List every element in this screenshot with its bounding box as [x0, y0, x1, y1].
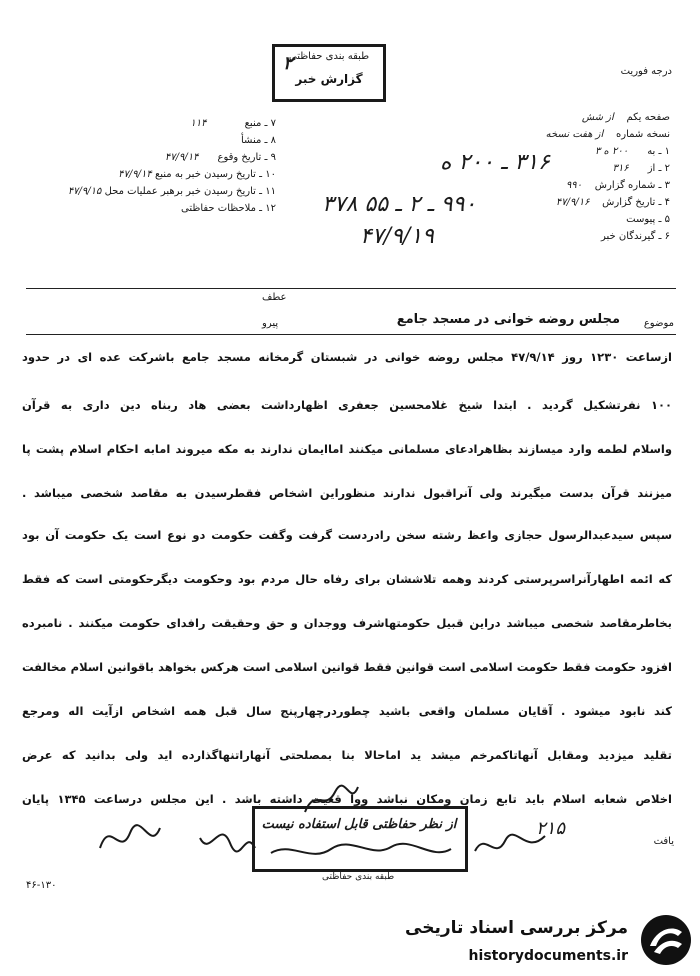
field-value: ۹۹۰ [565, 180, 583, 191]
field-label: صفحه یکم [626, 112, 670, 123]
right-fields [400, 112, 670, 248]
field-label: ۵ ـ پیوست [626, 214, 670, 225]
field-label: ۱ ـ به [647, 146, 670, 157]
field-row [26, 135, 276, 152]
field-value: ۴۷/۹/۱۴ [164, 152, 199, 163]
archive-logo [398, 908, 698, 974]
divider [26, 288, 676, 289]
body-line: سپس سیدعبدالرسول حجازی واعظ رشته سخن رادردست گرفت وگفت حکومت دو نوع است یک حکومت آن بود [22, 528, 672, 542]
field-label: ۸ ـ منشأ [240, 135, 276, 146]
body-line: بخاطرمقاصد شخصی میباشد دراین قبیل حکومتهاشرف ووجدان و حق وحقیقت رافدای حکومت میکنند . نامبرده [22, 616, 672, 630]
field-row [26, 203, 276, 220]
body-line: تقلید میزدید ومقابل آنهاتاکمرخم میشد ید اماحالا بنا بمصلحتی آنهاراتنهاگذارده اید ولی بدانید که عرض [22, 748, 672, 762]
field-row [26, 152, 276, 169]
field-label: نسخه شماره [616, 129, 670, 140]
handwritten-ref-1: ۳۱۶ ـ ۲۰۰ ه [440, 150, 550, 175]
peyro-label: پیرو [262, 318, 279, 329]
bottom-classification-stamp [252, 806, 468, 872]
body-line: میزنند قرآن بدست میگیرند ولی آنراقبول ندارند منظوراین اشخاص فقطرسیدن به مقاصد شخصی میباشد . [22, 486, 672, 500]
field-value: از هفت نسخه [545, 129, 604, 140]
logo-persian-text: مرکز بررسی اسناد تاریخی [405, 918, 628, 938]
page-code: ۴۶-۱۳۰ [26, 880, 57, 891]
stamp-title: گزارش خبر [295, 72, 363, 86]
handwritten-ref-2: ۹۹۰ ـ ۲ ـ ۵۵ ۳۷۸ [322, 192, 477, 217]
archive-logo-icon [638, 912, 694, 968]
body-line: اخلاص شعابه اسلام باید تابع زمان ومکان نباشد ووا قعیت داشته باشد . این مجلس درساعت ۱۳۴۵ پایان [22, 792, 672, 806]
body-line: که ائمه اطهارآنراسرپرستی کردند وهمه تلاششان برای رفاه حال مردم بود وحکومت دیگرحکومتی است که فقط [22, 572, 672, 586]
field-row [400, 112, 670, 129]
stamp-mark: ۲ [283, 53, 293, 74]
urgency-label: درجه فوریت [620, 66, 672, 77]
field-value: ۴۷/۹/۱۶ [555, 197, 590, 208]
field-label: ۹ ـ تاریخ وقوع [217, 152, 276, 163]
handwritten-date: ۴۷/۹/۱۹ [360, 224, 434, 249]
bottom-stamp-handwriting: از نظر حفاظتی قابل استفاده نیست [261, 817, 457, 832]
yaft-label: یافت [653, 836, 674, 847]
field-label: ۴ ـ تاریخ گزارش [602, 197, 670, 208]
field-value: از شش [581, 112, 614, 123]
body-line: ۱۰۰ نفرتشکیل گردید . ابتدا شیخ غلامحسین جعفری اظهارداشت بعضی هاد ربناه دین داری به قرآن [22, 398, 672, 412]
body-line: واسلام لطمه وارد میسازند بظاهرادعای مسلمانی میکنند اماایمان ندارند به مکه میروند امابه احکام اسلام پشت پا [22, 442, 672, 456]
field-label: ۱۱ ـ تاریخ رسیدن خبر برهبر عملیات محل [104, 186, 276, 197]
classification-stamp [272, 44, 386, 102]
field-label: ۷ ـ منبع [244, 118, 276, 129]
field-value: ۱۱۴ [190, 118, 207, 129]
field-label: ۳ ـ شماره گزارش [594, 180, 670, 191]
field-row [400, 129, 670, 146]
field-row [400, 231, 670, 248]
bottom-stamp-label: طبقه بندی حفاظتی [322, 872, 395, 882]
field-value: ۴۷/۹/۱۴ [118, 169, 152, 180]
body-line: افزود حکومت فقط حکومت اسلامی است قوانین فقط قوانین اسلامی است هرکس بخواهد باقوانین اسلام مخالفت [22, 660, 672, 674]
body-line: کند نابود میشود . آقایان مسلمان واقعی باشید چطوردرچهارپنج سال قبل همه اشخاص ازآیت اله ومرجع [22, 704, 672, 718]
field-row [26, 169, 276, 186]
field-value: ۳۱۶ [612, 163, 629, 174]
signature-left [90, 808, 260, 868]
divider [26, 334, 676, 335]
side-code: ۲۱۵ [536, 818, 566, 839]
field-label: ۶ ـ گیرندگان خبر [600, 231, 670, 242]
field-row [26, 118, 276, 135]
field-value: ۴۷/۹/۱۵ [67, 186, 102, 197]
subject-value: مجلس روضه خوانی در مسجد جامع [396, 312, 620, 327]
stamp-classification-label: طبقه بندی حفاظتی [288, 51, 370, 62]
atf-label: عطف [262, 292, 287, 303]
field-row [26, 186, 276, 203]
subject-label: موضوع [643, 318, 674, 329]
signature-right [470, 826, 550, 866]
logo-website-text: historydocuments.ir [468, 948, 628, 964]
field-value: ۲۰۰ ه ۳ [595, 146, 629, 157]
bottom-stamp-scribble [261, 839, 461, 865]
field-label: ۱۰ ـ تاریخ رسیدن خبر به منبع [154, 169, 276, 180]
field-label: ۲ ـ از [647, 163, 670, 174]
field-label: ۱۲ ـ ملاحظات حفاظتی [181, 203, 276, 214]
left-fields [26, 118, 276, 220]
body-line: ازساعت ۱۲۳۰ روز ۴۷/۹/۱۴ مجلس روضه خوانی در شبستان گرمخانه مسجد جامع باشرکت عده ای در حدود [22, 350, 672, 364]
